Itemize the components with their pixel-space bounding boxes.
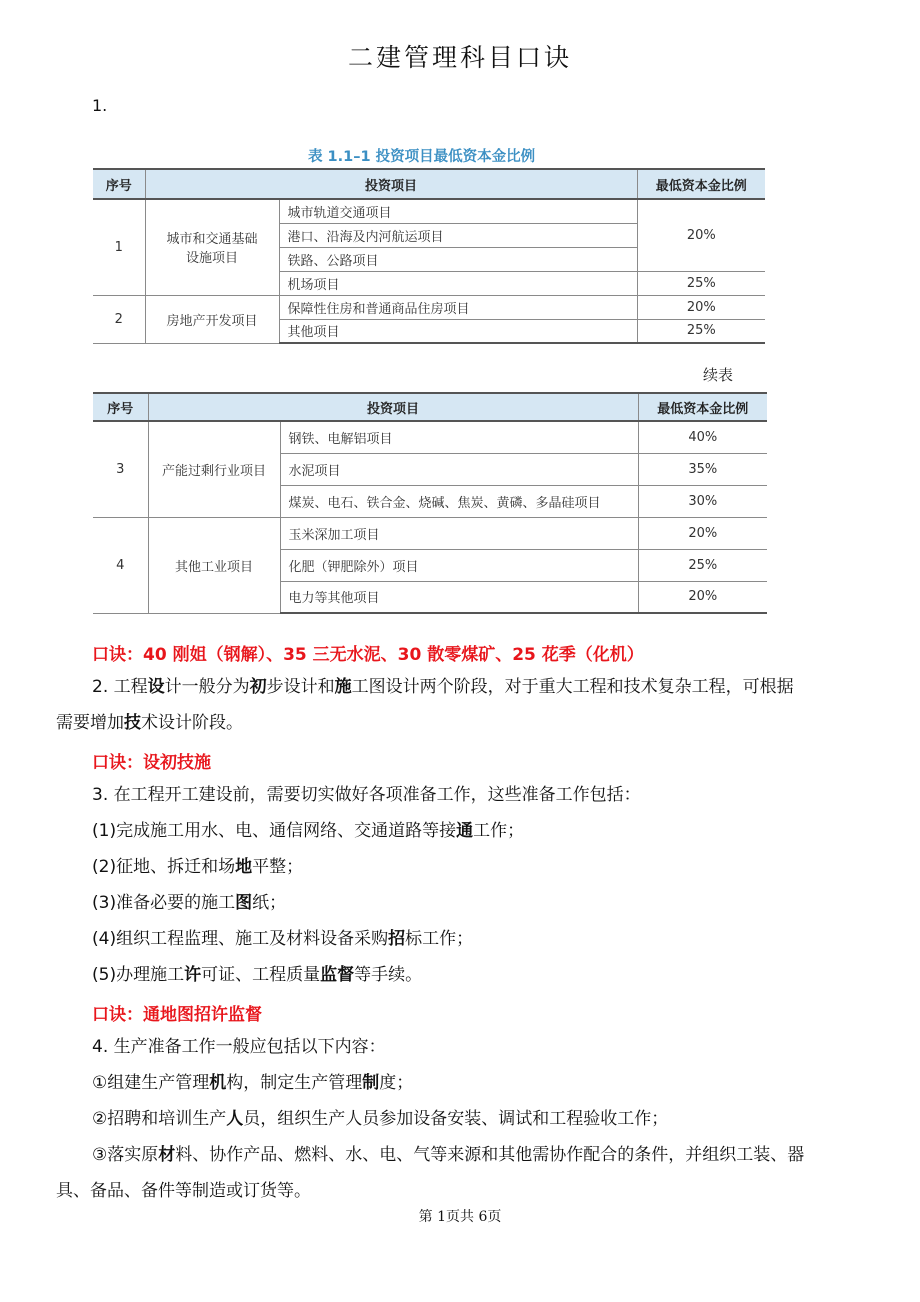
item-4-line-1 [92,1065,413,1101]
ratio-cell: 25% [637,319,765,343]
text: ③落实原 [92,1145,159,1165]
project-item: 城市轨道交通项目 [279,199,637,223]
header-ratio: 最低资本金比例 [637,169,765,199]
project-item: 电力等其他项目 [280,581,638,613]
key-char: 初 [249,677,267,697]
item-3-line-1 [92,813,524,849]
project-item: 钢铁、电解铝项目 [280,421,638,453]
key-char: 监督 [320,965,355,985]
mnemonic-1: 口诀：40 刚姐（钢解）、35 三无水泥、30 散零煤矿、25 花季（化机） [92,645,644,665]
ratio-cell: 20% [638,581,767,613]
continued-label: 续表 [703,366,734,384]
header-project: 投资项目 [145,169,637,199]
text: 工图设计两个阶段，对于重大工程和技术复杂工程，可根据 [351,677,794,697]
item-2-line-2 [56,705,243,741]
text: 2. 工程 [92,677,148,697]
text: 等手续。 [354,965,423,985]
row-no: 1 [93,199,145,295]
page-footer: 第 1页共 6页 [418,1209,502,1225]
row-category [145,199,279,295]
ratio-cell: 35% [638,453,767,485]
text: (3)准备必要的施工 [92,893,236,913]
item-4-intro: 4. 生产准备工作一般应包括以下内容： [92,1037,386,1057]
project-item: 化肥（钾肥除外）项目 [280,549,638,581]
text: 构，制定生产管理 [226,1073,363,1093]
text: 需要增加 [56,713,124,733]
text: 平整； [252,857,304,877]
ratio-cell: 20% [638,517,767,549]
key-char: 设 [147,677,165,697]
item-3-line-2 [92,849,303,885]
row-no: 2 [93,295,145,343]
key-char: 招 [388,929,406,949]
text: 计一般分为 [164,677,250,697]
item-3-line-5 [92,957,422,993]
text: 纸； [252,893,287,913]
key-char: 材 [158,1145,176,1165]
project-item: 铁路、公路项目 [279,247,637,271]
project-item: 机场项目 [279,271,637,295]
row-category: 产能过剩行业项目 [148,421,280,517]
text: 标工作； [405,929,474,949]
project-item: 港口、沿海及内河航运项目 [279,223,637,247]
key-char: 技 [124,713,141,733]
project-item: 煤炭、电石、铁合金、烧碱、焦炭、黄磷、多晶硅项目 [280,485,638,517]
item-3-line-3 [92,885,286,921]
item-3-intro: 3. 在工程开工建设前，需要切实做好各项准备工作，这些准备工作包括： [92,785,641,805]
key-char: 人 [226,1109,244,1129]
key-char: 许 [184,965,202,985]
mnemonic-3: 口诀：通地图招许监督 [92,1005,262,1025]
key-char: 图 [235,893,253,913]
item-number: 1. [92,96,108,115]
header-no: 序号 [93,169,145,199]
ratio-cell: 20% [637,199,765,271]
text: ②招聘和培训生产 [92,1109,227,1129]
item-4-line-4: 具、备品、备件等制造或订货等。 [56,1181,311,1201]
category-line: 城市和交通基础 [166,232,258,248]
key-char: 制 [362,1073,380,1093]
text: 度； [379,1073,414,1093]
text: 可证、工程质量 [201,965,321,985]
header-no: 序号 [93,393,148,421]
row-category: 房地产开发项目 [145,295,279,343]
ratio-cell: 30% [638,485,767,517]
text: 工作； [473,821,525,841]
item-3-line-4 [92,921,473,957]
key-char: 机 [209,1073,227,1093]
text: ①组建生产管理 [92,1073,210,1093]
key-char: 施 [334,677,352,697]
ratio-cell: 40% [638,421,767,453]
text: (2)征地、拆迁和场 [92,857,236,877]
key-char: 地 [235,857,253,877]
text: (4)组织工程监理、施工及材料设备采购 [92,929,389,949]
item-2-line-1 [92,669,882,705]
text: (5)办理施工 [92,965,185,985]
text: 员，组织生产人员参加设备安装、调试和工程验收工作； [243,1109,669,1129]
mnemonic-2: 口诀：设初技施 [92,753,211,773]
table-caption: 表 1.1–1 投资项目最低资本金比例 [308,149,536,165]
text: (1)完成施工用水、电、通信网络、交通道路等接 [92,821,457,841]
category-line: 设施项目 [185,251,238,267]
page-title: 二建管理科目口诀 [347,43,572,72]
investment-table-1 [93,168,765,344]
header-project: 投资项目 [148,393,638,421]
item-4-line-2 [92,1101,668,1137]
project-item: 保障性住房和普通商品住房项目 [279,295,637,319]
project-item: 水泥项目 [280,453,638,485]
key-char: 通 [456,821,474,841]
item-4-line-3 [92,1137,882,1173]
project-item: 玉米深加工项目 [280,517,638,549]
header-ratio: 最低资本金比例 [638,393,767,421]
ratio-cell: 20% [637,295,765,319]
investment-table-2 [93,392,767,614]
text: 料、协作产品、燃料、水、电、气等来源和其他需协作配合的条件，并组织工装、器 [175,1145,805,1165]
project-item: 其他项目 [279,319,637,343]
ratio-cell: 25% [638,549,767,581]
text: 术设计阶段。 [141,713,243,733]
row-no: 4 [93,517,148,613]
ratio-cell: 25% [637,271,765,295]
text: 步设计和 [266,677,335,697]
row-category: 其他工业项目 [148,517,280,613]
row-no: 3 [93,421,148,517]
